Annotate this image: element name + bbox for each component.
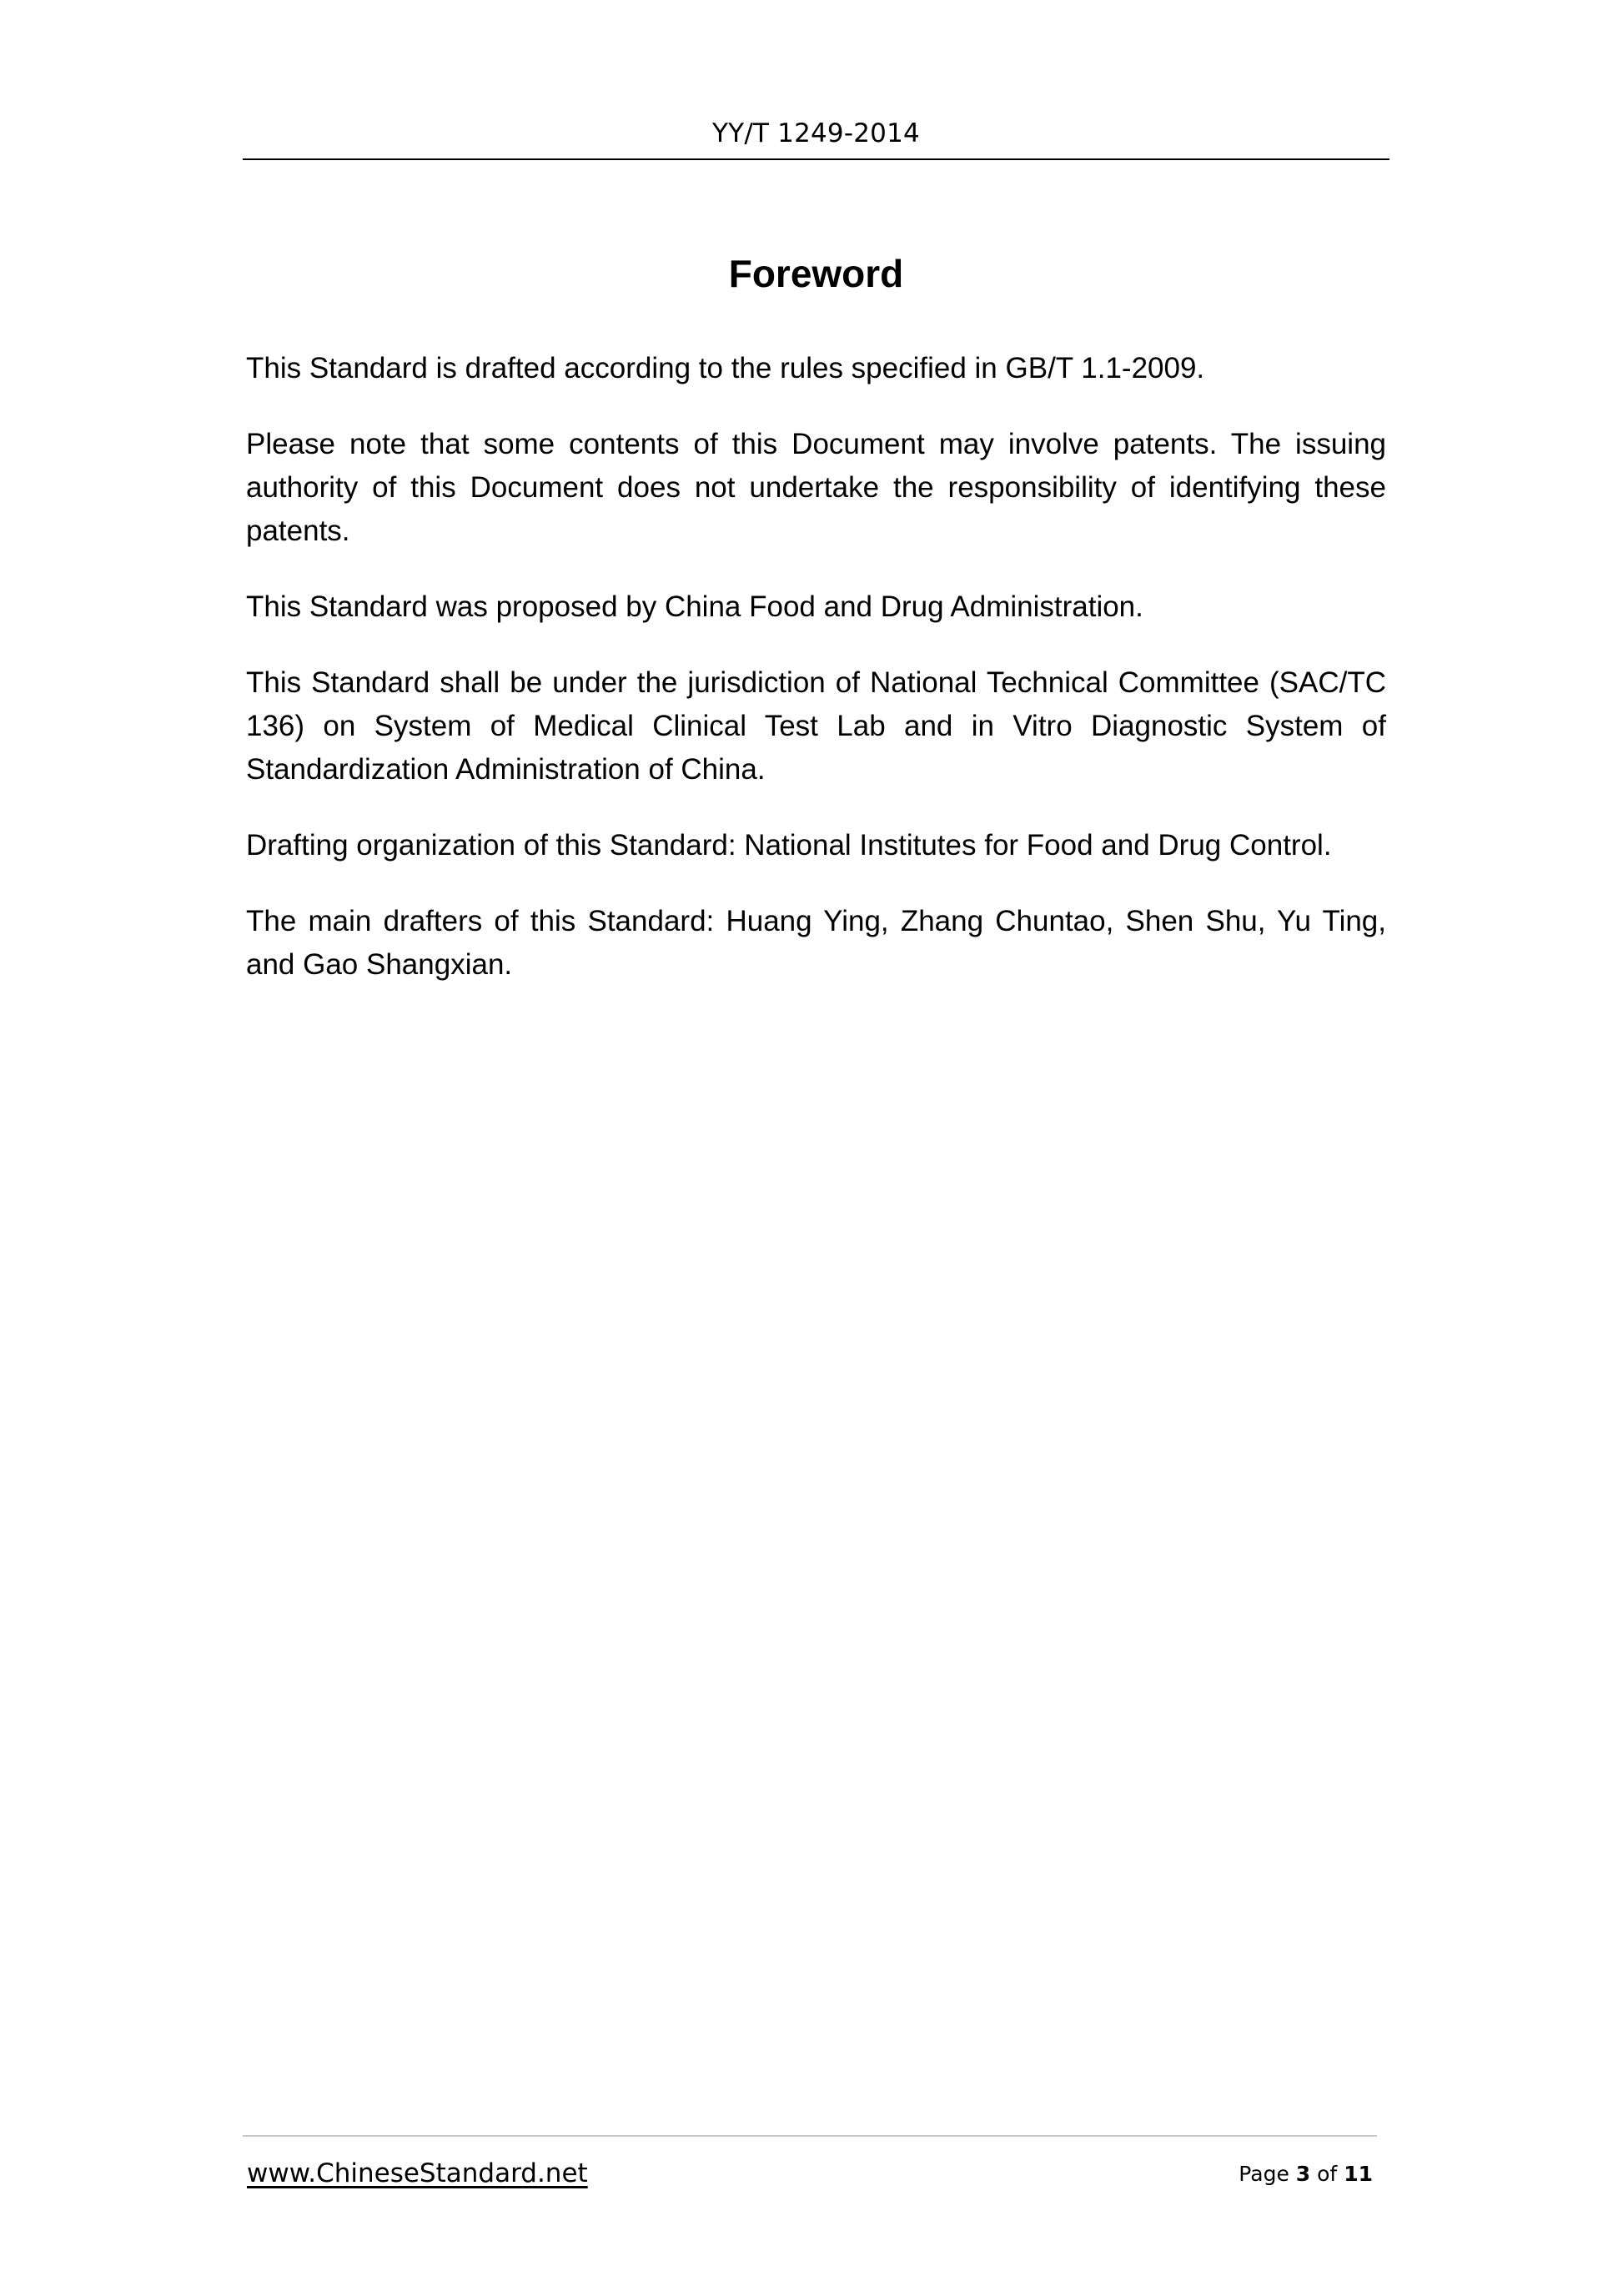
- paragraph-main-drafters: The main drafters of this Standard: Huang Ying, Zhang Chuntao, Shen Shu, Yu Ting, and Gao Shangxian.: [246, 905, 1386, 981]
- foreword-body: [246, 347, 1386, 1019]
- paragraph-proposed-by: This Standard was proposed by China Food and Drug Administration.: [246, 590, 1143, 623]
- paragraph-drafting-rules: This Standard is drafted according to the rules specified in GB/T 1.1-2009.: [246, 352, 1205, 384]
- page-total: 11: [1344, 2162, 1373, 2186]
- standard-code: YY/T 1249-2014: [712, 118, 920, 148]
- paragraph-drafting-organization: Drafting organization of this Standard: National Institutes for Food and Drug Control.: [246, 829, 1332, 862]
- page-label: Page: [1239, 2162, 1289, 2186]
- page-of: of: [1317, 2162, 1338, 2186]
- page-title: Foreword: [728, 252, 904, 295]
- paragraph-patents-note: Please note that some contents of this Document may involve patents. The issuing authority of this Document does not undertake the responsibility of identifying these patents.: [246, 428, 1386, 547]
- page-current: 3: [1295, 2162, 1311, 2186]
- footer-divider: [243, 2135, 1377, 2137]
- page-header: [243, 110, 1389, 160]
- website-link[interactable]: www.ChineseStandard.net: [247, 2158, 588, 2188]
- page-number: [1239, 2162, 1373, 2186]
- paragraph-jurisdiction: This Standard shall be under the jurisdiction of National Technical Committee (SAC/TC 136) on System of Medical Clinical Test Lab and in Vitro Diagnostic System of Standardization Administration of China.: [246, 666, 1386, 786]
